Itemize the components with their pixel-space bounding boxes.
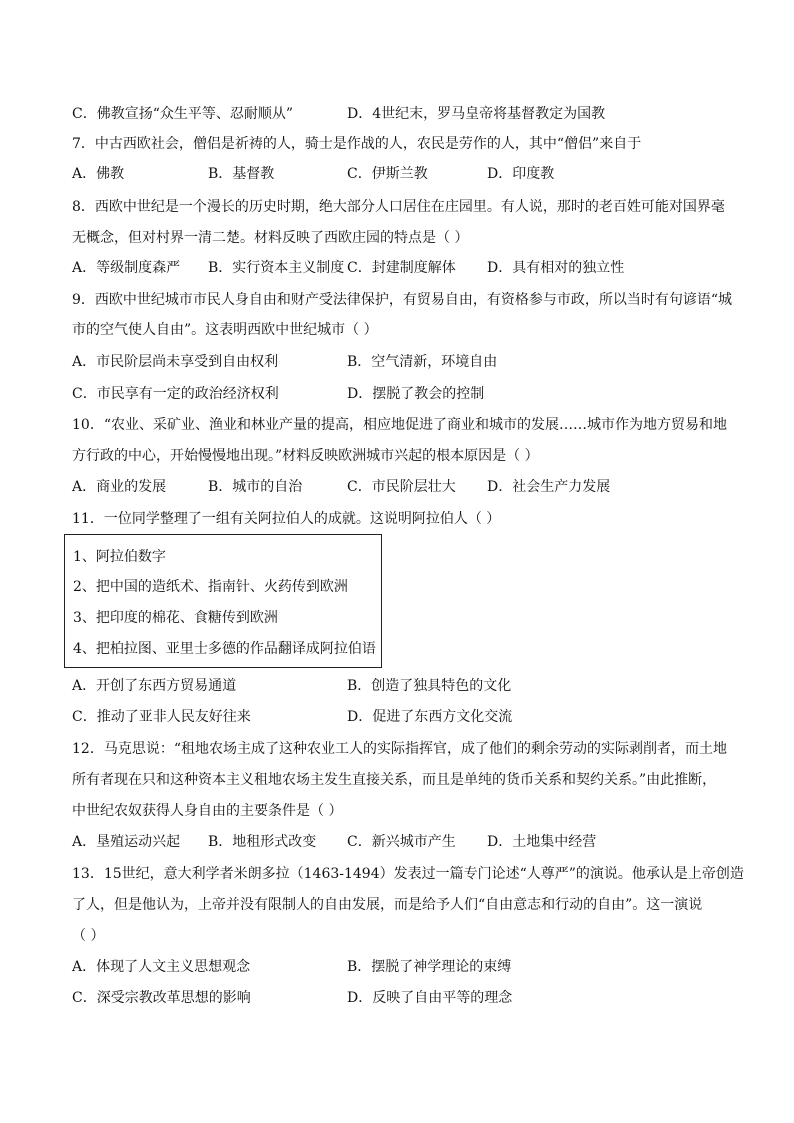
achievement-item: 3、把印度的棉花、食糖传到欧洲	[73, 610, 278, 626]
q11-option-a: A．开创了东西方贸易通道	[72, 678, 237, 694]
q13-option-a: A．体现了人文主义思想观念	[72, 959, 251, 975]
q9-stem-line2: 市的空气使人自由”。这表明西欧中世纪城市（ ）	[72, 322, 378, 338]
q7-option-a: A．佛教	[72, 166, 125, 182]
q13-option-c: C．深受宗教改革思想的影响	[72, 990, 251, 1006]
q13-stem-line2: 了人，但是他认为，上帝并没有限制人的自由发展，而是给予人们“自由意志和行动的自由”。这一演说	[72, 897, 703, 913]
q7-option-c: C．伊斯兰教	[347, 166, 428, 182]
q8-option-a: A．等级制度森严	[72, 260, 181, 276]
q10-stem-line1: 10．“农业、采矿业、渔业和林业产量的提高，相应地促进了商业和城市的发展……城市作为地方贸易和地	[72, 417, 727, 433]
q7-option-d: D．印度教	[487, 166, 555, 182]
q12-option-a: A．垦殖运动兴起	[72, 834, 181, 850]
q7-stem: 7．中古西欧社会，僧侣是祈祷的人，骑士是作战的人，农民是劳作的人，其中“僧侣”来自于	[72, 136, 642, 152]
q9-option-c: C．市民享有一定的政治经济权利	[72, 386, 279, 402]
q11-option-b: B．创造了独具特色的文化	[347, 678, 512, 694]
achievement-item: 2、把中国的造纸术、指南针、火药传到欧洲	[73, 579, 348, 595]
q12-stem-line2: 所有者现在只和这种资本主义租地农场主发生直接关系，而且是单纯的货币关系和契约关系。”由此推断，	[72, 772, 717, 788]
q8-option-b: B．实行资本主义制度	[208, 260, 345, 276]
q13-option-d: D．反映了自由平等的理念	[347, 990, 513, 1006]
q11-option-d: D．促进了东西方文化交流	[347, 709, 513, 725]
achievement-item: 4、把柏拉图、亚里士多德的作品翻译成阿拉伯语	[73, 641, 376, 657]
q12-option-b: B．地租形式改变	[208, 834, 317, 850]
q13-option-b: B．摆脱了神学理论的束缚	[347, 959, 512, 975]
q8-stem-line2: 无概念，但对村界一清二楚。材料反映了西欧庄园的特点是（ ）	[72, 230, 469, 246]
q11-option-c: C．推动了亚非人民友好往来	[72, 709, 251, 725]
q12-option-d: D．土地集中经营	[487, 834, 597, 850]
q9-option-d: D．摆脱了教会的控制	[347, 386, 485, 402]
q8-option-c: C．封建制度解体	[347, 260, 456, 276]
q11-stem: 11．一位同学整理了一组有关阿拉伯人的成就。这说明阿拉伯人（ ）	[72, 511, 501, 527]
q12-option-c: C．新兴城市产生	[347, 834, 456, 850]
q11-achievements-box	[64, 534, 382, 668]
option-6d: D．4世纪末，罗马皇帝将基督教定为国教	[347, 106, 606, 122]
q8-stem-line1: 8．西欧中世纪是一个漫长的历史时期，绝大部分人口居住在庄园里。有人说，那时的老百姓可能对国界毫	[72, 199, 725, 215]
q8-option-d: D．具有相对的独立性	[487, 260, 625, 276]
q13-stem-line1: 13．15世纪，意大利学者米朗多拉（1463-1494）发表过一篇专门论述“人尊严”的演说。他承认是上帝创造	[72, 866, 744, 882]
q7-option-b: B．基督教	[208, 166, 275, 182]
q9-stem-line1: 9．西欧中世纪城市市民人身自由和财产受法律保护，有贸易自由，有资格参与市政，所以当时有句谚语“城	[72, 292, 733, 308]
q9-option-a: A．市民阶层尚未享受到自由权利	[72, 354, 279, 370]
q10-option-d: D．社会生产力发展	[487, 479, 611, 495]
option-6c: C．佛教宣扬“众生平等、忍耐顺从”	[72, 106, 294, 122]
q9-option-b: B．空气清新，环境自由	[347, 354, 498, 370]
q10-option-c: C．市民阶层壮大	[347, 479, 456, 495]
q13-stem-line3: （ ）	[72, 928, 105, 944]
q12-stem-line3: 中世纪农奴获得人身自由的主要条件是（ ）	[72, 803, 343, 819]
q10-option-b: B．城市的自治	[208, 479, 303, 495]
q10-stem-line2: 方行政的中心，开始慢慢地出现。”材料反映欧洲城市兴起的根本原因是（ ）	[72, 448, 539, 464]
q12-stem-line1: 12．马克思说：“租地农场主成了这种农业工人的实际指挥官，成了他们的剩余劳动的实际剥削者，而土地	[72, 741, 727, 757]
achievement-item: 1、阿拉伯数字	[73, 549, 166, 565]
q10-option-a: A．商业的发展	[72, 479, 167, 495]
